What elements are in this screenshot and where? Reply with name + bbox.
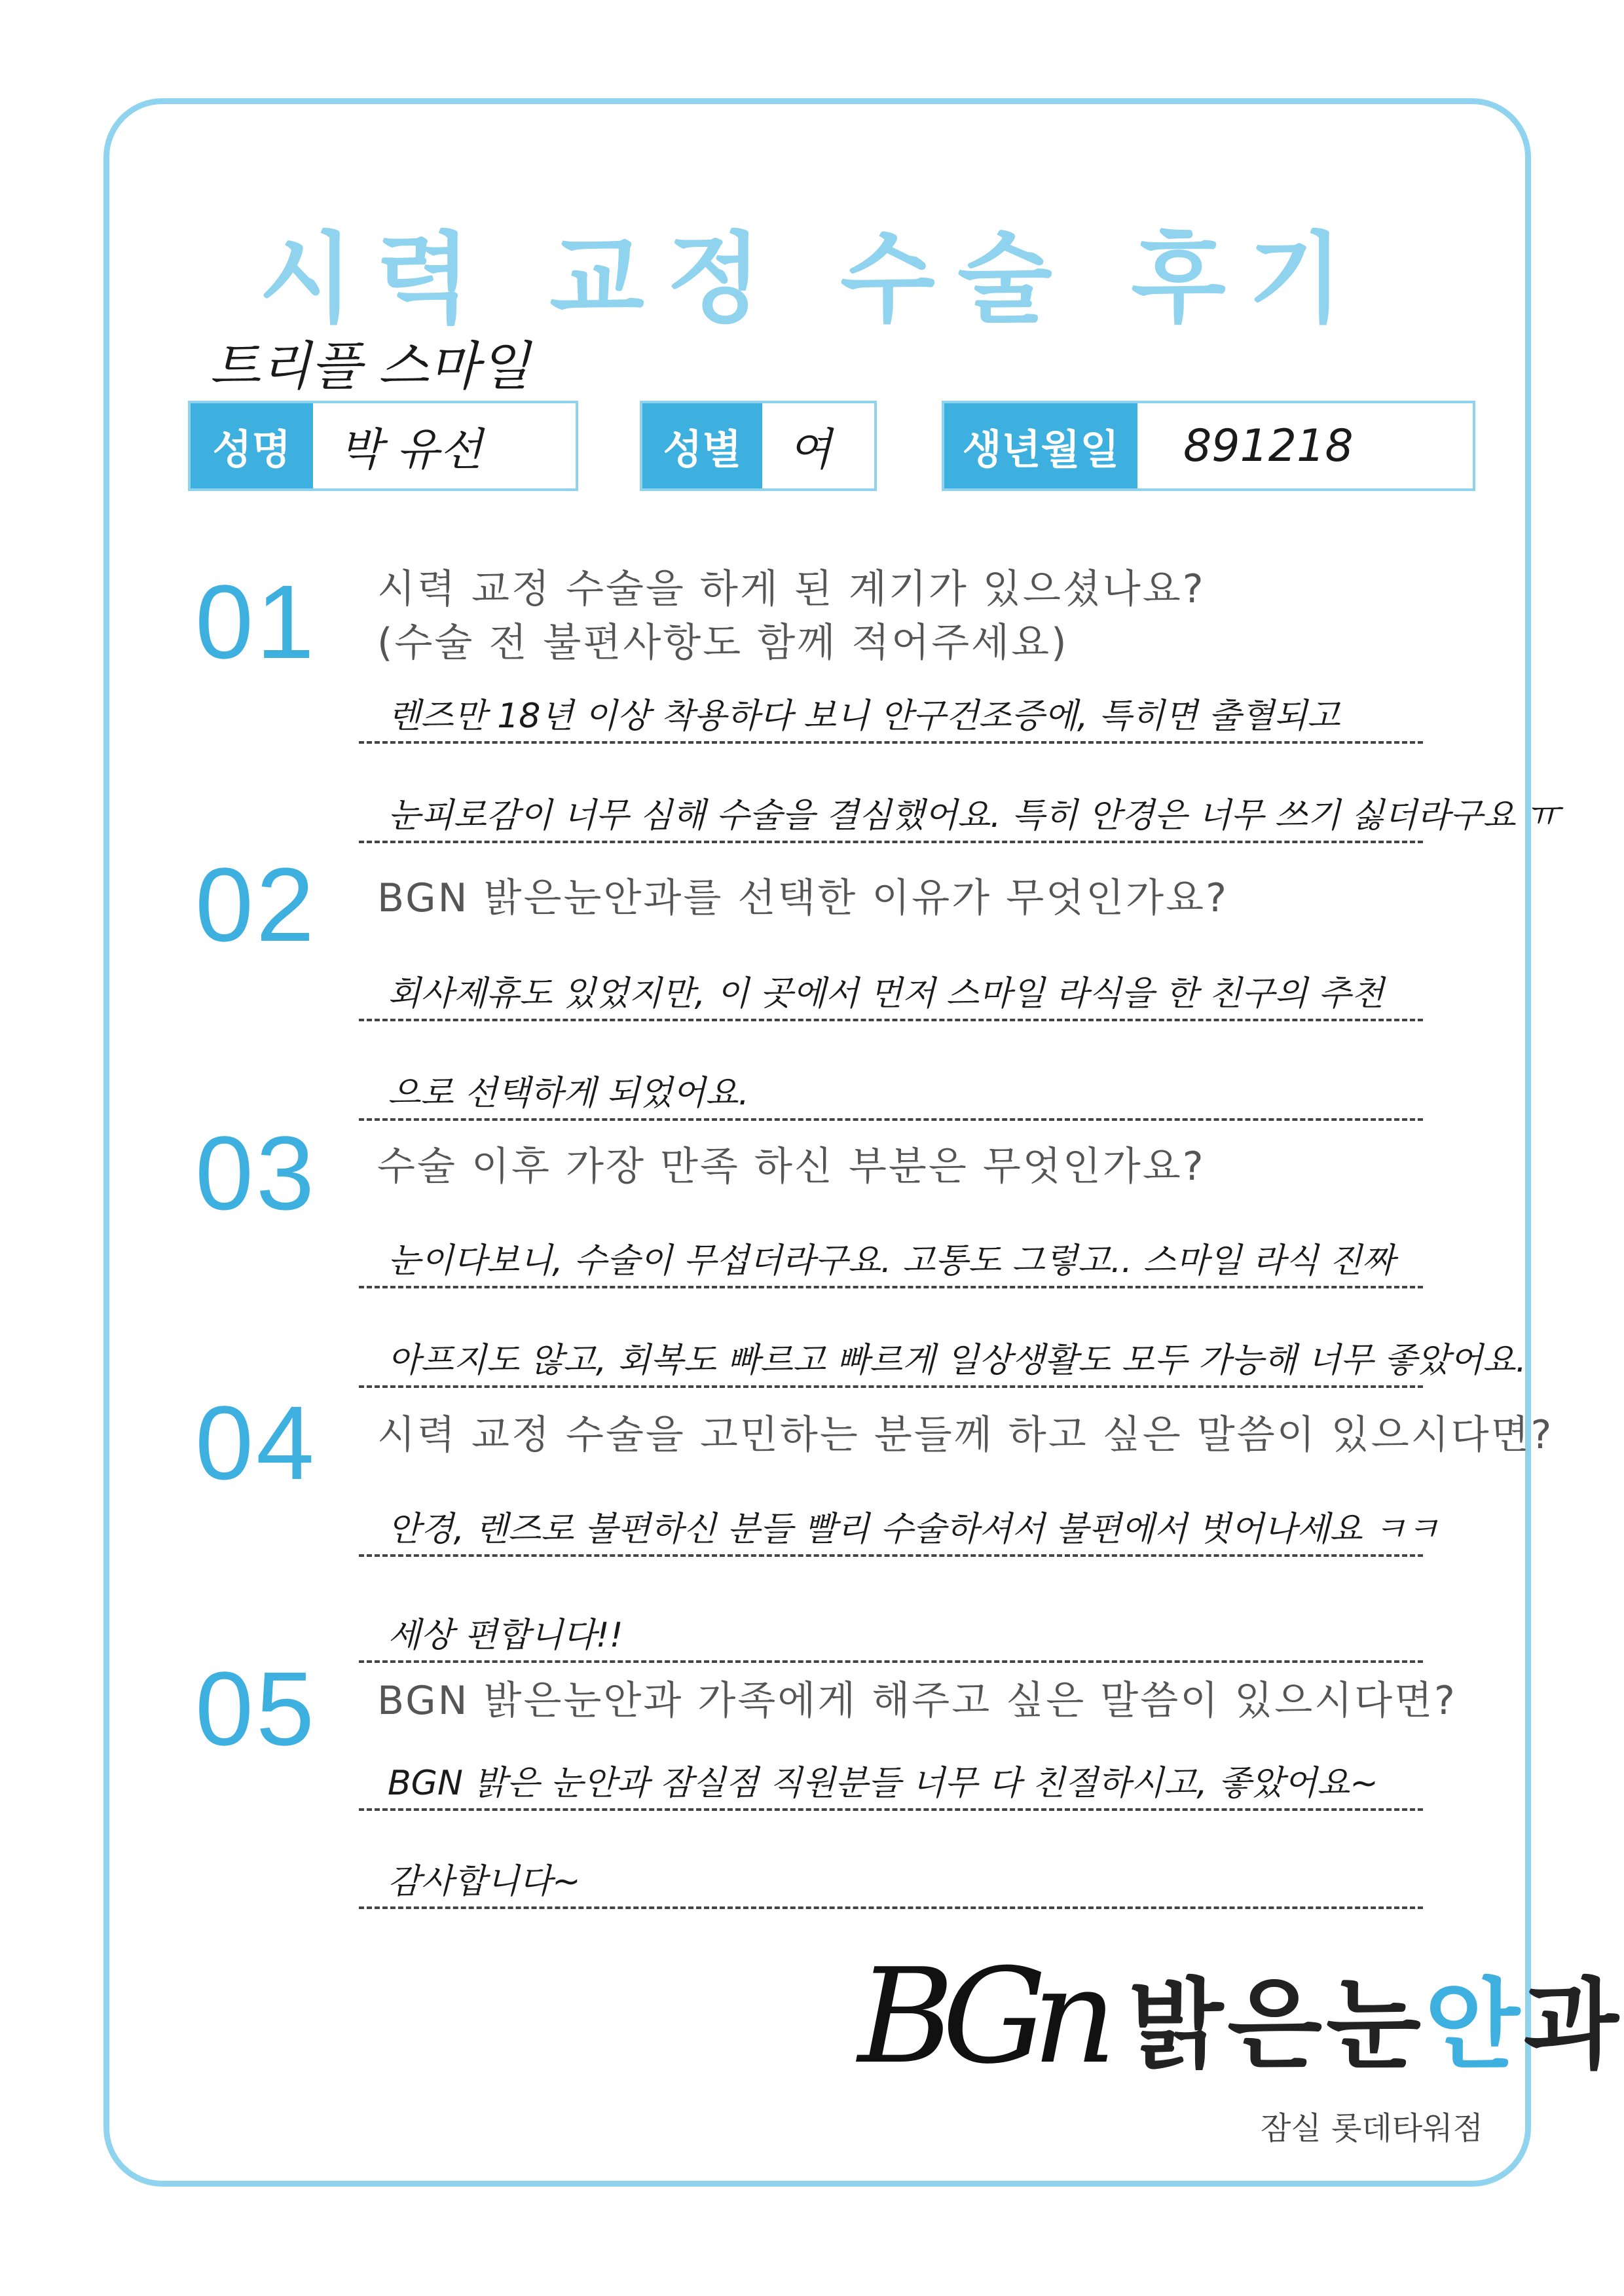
birthdate-field bbox=[942, 401, 1475, 491]
question-text-04: 시력 교정 수술을 고민하는 분들께 하고 싶은 말씀이 있으시다면? bbox=[377, 1412, 1554, 1458]
logo-name bbox=[1128, 1946, 1623, 2087]
answer-line: 회사제휴도 있었지만, 이 곳에서 먼저 스마일 라식을 한 친구의 추천 bbox=[359, 956, 1423, 1021]
question-text-01: 시력 교정 수술을 하게 된 계기가 있으셨나요? bbox=[377, 566, 1206, 612]
question-number-02: 02 bbox=[195, 846, 317, 963]
question-number-04: 04 bbox=[195, 1384, 317, 1501]
form-title: 시력 교정 수술 후기 bbox=[259, 223, 1365, 337]
answer-line: 감사합니다~ bbox=[359, 1844, 1423, 1909]
answer-line: BGN 밝은 눈안과 잠실점 직원분들 너무 다 친절하시고, 좋았어요~ bbox=[359, 1745, 1423, 1811]
gender-label: 성별 bbox=[642, 403, 762, 488]
gender-field bbox=[640, 401, 877, 491]
question-subtext-01: (수술 전 불편사항도 함께 적어주세요) bbox=[377, 620, 1069, 666]
question-number-01: 01 bbox=[195, 563, 317, 680]
answer-line: 세상 편합니다!! bbox=[359, 1597, 1423, 1663]
answer-line: 렌즈만 18년 이상 착용하다 보니 안구건조증에, 특히면 출혈되고 bbox=[359, 678, 1423, 744]
logo-name-part3: 과 bbox=[1523, 1969, 1623, 2083]
question-number-05: 05 bbox=[195, 1650, 317, 1767]
question-text-02: BGN 밝은눈안과를 선택한 이유가 무엇인가요? bbox=[377, 875, 1228, 921]
question-text-05: BGN 밝은눈안과 가족에게 해주고 싶은 말씀이 있으시다면? bbox=[377, 1678, 1457, 1724]
name-label: 성명 bbox=[191, 403, 313, 488]
birthdate-label: 생년월일 bbox=[944, 403, 1137, 488]
logo-name-part1: 밝은눈 bbox=[1128, 1969, 1425, 2083]
clinic-logo bbox=[858, 1940, 1623, 2093]
surgery-type: 트리플 스마일 bbox=[210, 336, 530, 397]
answer-line: 눈이다보니, 수술이 무섭더라구요. 고통도 그렇고.. 스마일 라식 진짜 bbox=[359, 1223, 1423, 1288]
logo-name-accent: 안 bbox=[1424, 1969, 1524, 2083]
birthdate-value: 891218 bbox=[1183, 420, 1354, 472]
answer-line: 으로 선택하게 되었어요. bbox=[359, 1055, 1423, 1121]
answer-line: 안경, 렌즈로 불편하신 분들 빨리 수술하셔서 불편에서 벗어나세요 ㅋㅋ bbox=[359, 1491, 1423, 1557]
branch-name: 잠실 롯데타워점 bbox=[1261, 2110, 1483, 2147]
answer-line: 아프지도 않고, 회복도 빠르고 빠르게 일상생활도 모두 가능해 너무 좋았어요. bbox=[359, 1322, 1423, 1388]
gender-value: 여 bbox=[788, 424, 832, 476]
question-text-03: 수술 이후 가장 만족 하신 부분은 무엇인가요? bbox=[377, 1144, 1206, 1190]
name-value: 박 유선 bbox=[339, 424, 483, 476]
logo-mark: BGn bbox=[858, 1940, 1103, 2093]
answer-line: 눈피로감이 너무 심해 수술을 결심했어요. 특히 안경은 너무 쓰기 싫더라구요 ㅠ bbox=[359, 778, 1423, 843]
name-field bbox=[188, 401, 578, 491]
question-number-03: 03 bbox=[195, 1114, 317, 1231]
